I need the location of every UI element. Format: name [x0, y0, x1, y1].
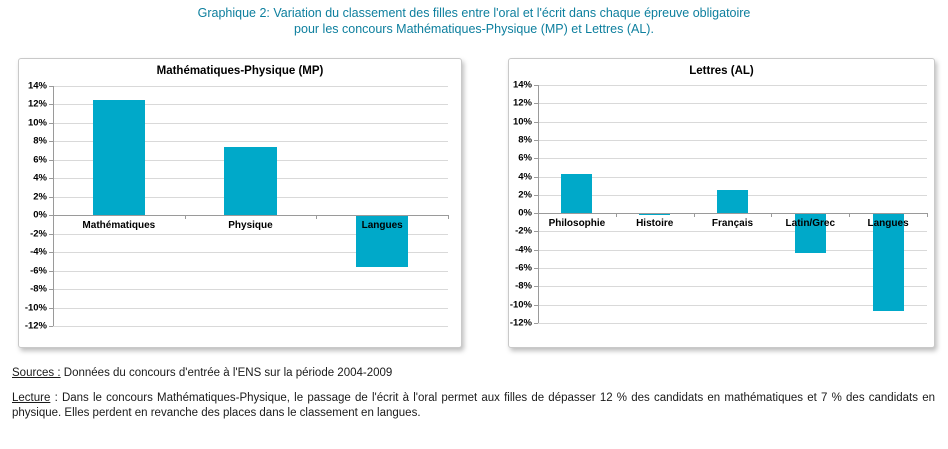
gridline [53, 86, 448, 87]
y-axis-tick-label: -10% [24, 302, 47, 314]
gridline [538, 177, 927, 178]
bar-fran-ais [717, 190, 748, 213]
category-label: Philosophie [548, 218, 606, 230]
sources-note [12, 367, 392, 379]
y-axis-tick-label: 6% [518, 152, 532, 164]
y-axis-tick-label: 2% [518, 189, 532, 201]
y-axis-tick-label: 8% [518, 134, 532, 146]
sources-label: Sources : [12, 367, 61, 379]
y-axis-tick-label: 2% [33, 191, 47, 203]
page-title-line2: pour les concours Mathématiques-Physique (MP) et Lettres (AL). [294, 22, 654, 36]
y-axis-tick-label: 4% [518, 171, 532, 183]
gridline [538, 140, 927, 141]
category-label: Mathématiques [82, 220, 156, 232]
y-axis-tick-label: 14% [512, 79, 532, 91]
chart-title-mp: Mathématiques-Physique (MP) [156, 65, 324, 77]
category-label: Langues [361, 220, 403, 232]
y-axis-tick-label: -6% [30, 265, 47, 277]
bar-math-matiques [93, 100, 146, 215]
category-label: Français [711, 218, 754, 230]
y-axis-tick-label: 6% [33, 154, 47, 166]
gridline [538, 268, 927, 269]
y-axis-tick-mark [534, 323, 538, 324]
category-axis-tick [316, 215, 317, 219]
gridline [538, 250, 927, 251]
category-axis-tick [694, 213, 695, 217]
gridline [538, 286, 927, 287]
y-axis-tick-label: -12% [509, 317, 532, 329]
y-axis-tick-label: -2% [30, 228, 47, 240]
y-axis-tick-label: -4% [515, 244, 532, 256]
bar-physique [224, 147, 277, 215]
y-axis-tick-label: -8% [30, 283, 47, 295]
x-axis-line [53, 215, 448, 216]
y-axis-tick-label: -10% [509, 299, 532, 311]
category-axis-tick [927, 213, 928, 217]
x-axis-line [538, 213, 927, 214]
category-axis-tick [185, 215, 186, 219]
gridline [53, 308, 448, 309]
y-axis-tick-label: 12% [27, 98, 47, 110]
plot-area-al [509, 79, 927, 329]
gridline [538, 122, 927, 123]
category-axis-tick [616, 213, 617, 217]
category-axis-tick [448, 215, 449, 219]
y-axis-tick-label: 0% [33, 209, 47, 221]
gridline [53, 289, 448, 290]
lecture-label: Lecture [12, 392, 51, 404]
gridline [538, 323, 927, 324]
y-axis-tick-label: 4% [33, 172, 47, 184]
page-title-line1: Graphique 2: Variation du classement des filles entre l'oral et l'écrit dans chaque épreuve obligatoire [197, 6, 751, 20]
gridline [538, 305, 927, 306]
chart-panel-mp [18, 58, 462, 348]
category-label: Langues [867, 218, 909, 230]
y-axis-tick-label: 0% [518, 207, 532, 219]
category-axis-tick [771, 213, 772, 217]
y-axis-tick-label: 10% [27, 117, 47, 129]
y-axis-tick-label: 8% [33, 135, 47, 147]
bar-philosophie [561, 174, 592, 213]
lecture-note [12, 391, 935, 421]
y-axis-tick-mark [49, 326, 53, 327]
y-axis-tick-label: -2% [515, 225, 532, 237]
y-axis-tick-label: 10% [512, 116, 532, 128]
category-label: Latin/Grec [785, 218, 836, 230]
gridline [538, 103, 927, 104]
gridline [538, 231, 927, 232]
page-title [0, 5, 948, 37]
sources-text: Données du concours d'entrée à l'ENS sur la période 2004-2009 [63, 367, 393, 379]
plot-area-mp [24, 80, 448, 332]
gridline [538, 158, 927, 159]
y-axis-tick-label: -12% [24, 320, 47, 332]
y-axis-line [53, 86, 54, 326]
chart-panel-al [508, 58, 935, 348]
lecture-text: : Dans le concours Mathématiques-Physique, le passage de l'écrit à l'oral permet aux filles de dépasser 12 % des candidats en mathématiques et 7 % des candidats en physique. Elles perdent en revanche des places dans le classement en langues. [12, 392, 935, 419]
chart-title-al: Lettres (AL) [689, 65, 754, 77]
y-axis-line [538, 85, 539, 323]
y-axis-tick-label: -6% [515, 262, 532, 274]
y-axis-tick-label: -4% [30, 246, 47, 258]
category-axis-tick [849, 213, 850, 217]
category-label: Physique [228, 220, 273, 232]
y-axis-tick-label: -8% [515, 280, 532, 292]
gridline [53, 271, 448, 272]
category-label: Histoire [636, 218, 674, 230]
gridline [538, 85, 927, 86]
gridline [53, 326, 448, 327]
y-axis-tick-label: 12% [512, 97, 532, 109]
y-axis-tick-label: 14% [27, 80, 47, 92]
